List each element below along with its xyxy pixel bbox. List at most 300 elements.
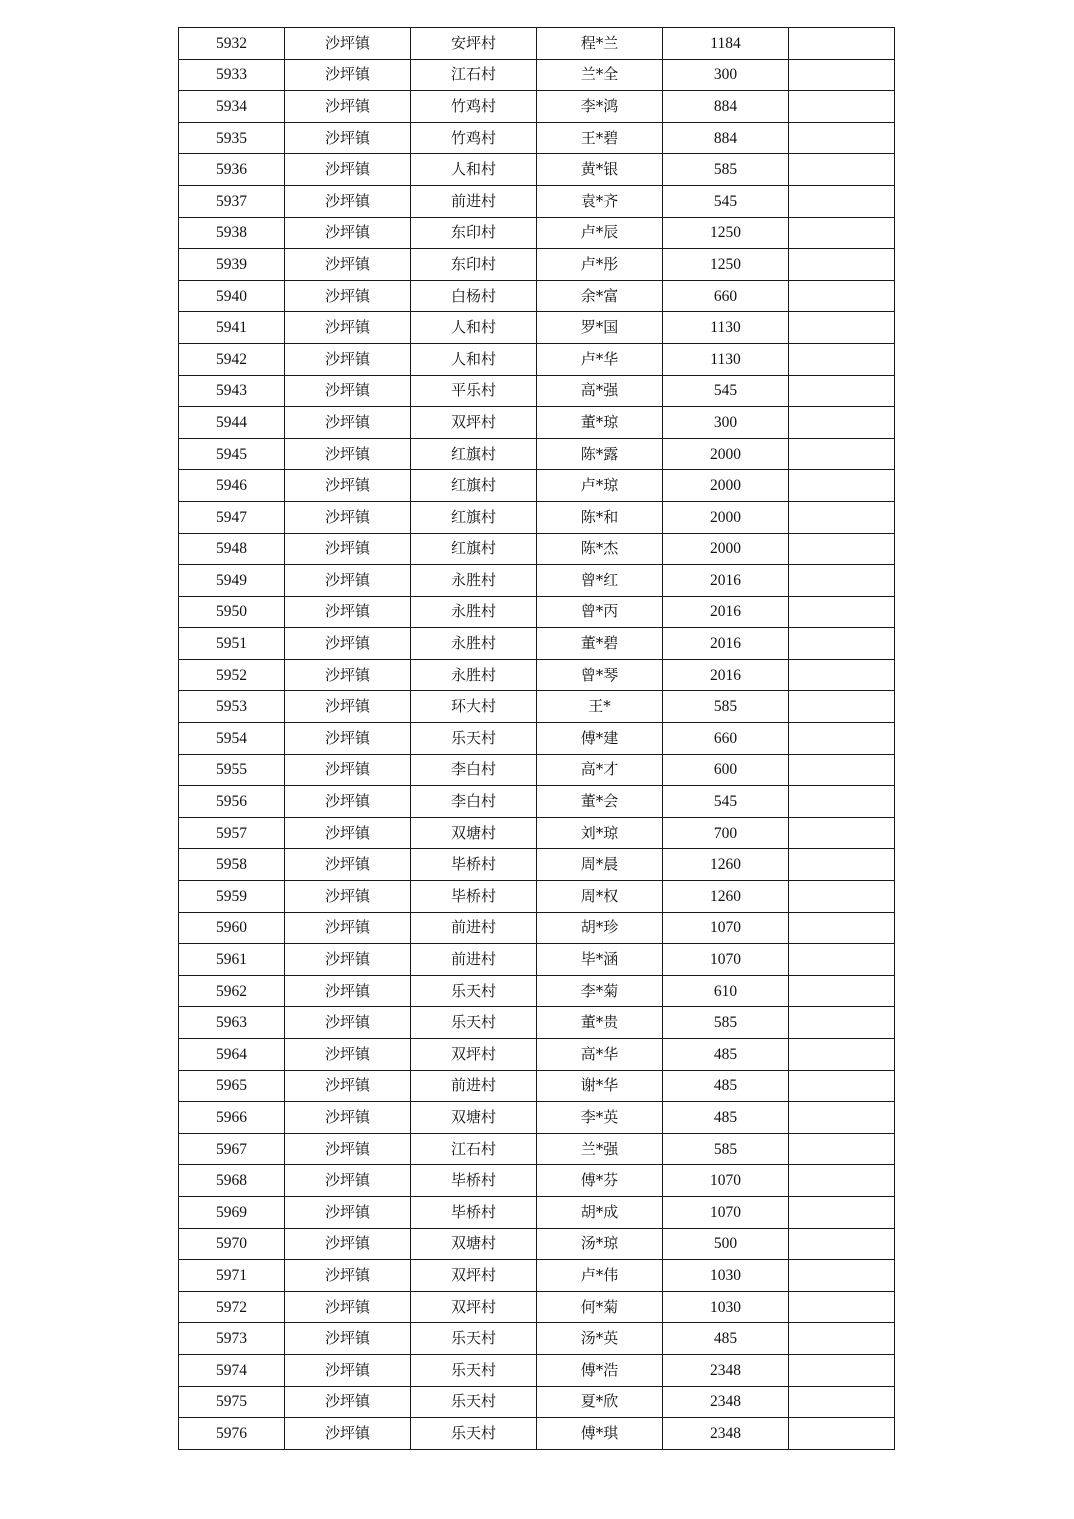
person-name-cell: 刘*琼 bbox=[537, 817, 663, 849]
person-name-cell: 卢*华 bbox=[537, 343, 663, 375]
amount-cell: 2348 bbox=[663, 1354, 789, 1386]
table-row bbox=[179, 596, 895, 628]
village-cell: 乐天村 bbox=[411, 1418, 537, 1450]
row-number-cell: 5969 bbox=[179, 1196, 285, 1228]
amount-cell: 2000 bbox=[663, 438, 789, 470]
village-cell: 人和村 bbox=[411, 343, 537, 375]
village-cell: 乐天村 bbox=[411, 1323, 537, 1355]
village-cell: 竹鸡村 bbox=[411, 91, 537, 123]
town-cell: 沙坪镇 bbox=[285, 249, 411, 281]
row-number-cell: 5962 bbox=[179, 975, 285, 1007]
amount-cell: 2348 bbox=[663, 1418, 789, 1450]
amount-cell: 485 bbox=[663, 1070, 789, 1102]
amount-cell: 585 bbox=[663, 1007, 789, 1039]
person-name-cell: 袁*齐 bbox=[537, 185, 663, 217]
town-cell: 沙坪镇 bbox=[285, 786, 411, 818]
table-row bbox=[179, 438, 895, 470]
town-cell: 沙坪镇 bbox=[285, 343, 411, 375]
note-cell bbox=[789, 501, 895, 533]
row-number-cell: 5972 bbox=[179, 1291, 285, 1323]
amount-cell: 2016 bbox=[663, 565, 789, 597]
amount-cell: 660 bbox=[663, 723, 789, 755]
row-number-cell: 5953 bbox=[179, 691, 285, 723]
person-name-cell: 董*琼 bbox=[537, 407, 663, 439]
row-number-cell: 5936 bbox=[179, 154, 285, 186]
village-cell: 乐天村 bbox=[411, 723, 537, 755]
row-number-cell: 5947 bbox=[179, 501, 285, 533]
person-name-cell: 陈*杰 bbox=[537, 533, 663, 565]
person-name-cell: 汤*英 bbox=[537, 1323, 663, 1355]
town-cell: 沙坪镇 bbox=[285, 659, 411, 691]
amount-cell: 1070 bbox=[663, 912, 789, 944]
village-cell: 前进村 bbox=[411, 1070, 537, 1102]
roster-table-body bbox=[179, 28, 895, 1450]
amount-cell: 2016 bbox=[663, 596, 789, 628]
town-cell: 沙坪镇 bbox=[285, 470, 411, 502]
row-number-cell: 5938 bbox=[179, 217, 285, 249]
table-row bbox=[179, 501, 895, 533]
person-name-cell: 傅*浩 bbox=[537, 1354, 663, 1386]
note-cell bbox=[789, 723, 895, 755]
table-row bbox=[179, 1418, 895, 1450]
amount-cell: 485 bbox=[663, 1102, 789, 1134]
village-cell: 白杨村 bbox=[411, 280, 537, 312]
row-number-cell: 5932 bbox=[179, 28, 285, 60]
person-name-cell: 胡*成 bbox=[537, 1196, 663, 1228]
amount-cell: 2000 bbox=[663, 501, 789, 533]
person-name-cell: 兰*强 bbox=[537, 1133, 663, 1165]
person-name-cell: 王* bbox=[537, 691, 663, 723]
note-cell bbox=[789, 565, 895, 597]
person-name-cell: 何*菊 bbox=[537, 1291, 663, 1323]
row-number-cell: 5933 bbox=[179, 59, 285, 91]
person-name-cell: 罗*国 bbox=[537, 312, 663, 344]
table-row bbox=[179, 912, 895, 944]
town-cell: 沙坪镇 bbox=[285, 912, 411, 944]
person-name-cell: 李*鸿 bbox=[537, 91, 663, 123]
village-cell: 乐天村 bbox=[411, 975, 537, 1007]
town-cell: 沙坪镇 bbox=[285, 1291, 411, 1323]
row-number-cell: 5966 bbox=[179, 1102, 285, 1134]
amount-cell: 2000 bbox=[663, 533, 789, 565]
table-row bbox=[179, 185, 895, 217]
town-cell: 沙坪镇 bbox=[285, 1196, 411, 1228]
amount-cell: 600 bbox=[663, 754, 789, 786]
amount-cell: 2000 bbox=[663, 470, 789, 502]
person-name-cell: 陈*露 bbox=[537, 438, 663, 470]
note-cell bbox=[789, 1228, 895, 1260]
village-cell: 人和村 bbox=[411, 154, 537, 186]
person-name-cell: 曾*琴 bbox=[537, 659, 663, 691]
row-number-cell: 5935 bbox=[179, 122, 285, 154]
person-name-cell: 陈*和 bbox=[537, 501, 663, 533]
person-name-cell: 卢*彤 bbox=[537, 249, 663, 281]
amount-cell: 500 bbox=[663, 1228, 789, 1260]
village-cell: 毕桥村 bbox=[411, 849, 537, 881]
town-cell: 沙坪镇 bbox=[285, 817, 411, 849]
village-cell: 双坪村 bbox=[411, 1260, 537, 1292]
note-cell bbox=[789, 249, 895, 281]
amount-cell: 2348 bbox=[663, 1386, 789, 1418]
table-row bbox=[179, 975, 895, 1007]
person-name-cell: 兰*全 bbox=[537, 59, 663, 91]
village-cell: 乐天村 bbox=[411, 1007, 537, 1039]
amount-cell: 610 bbox=[663, 975, 789, 1007]
row-number-cell: 5968 bbox=[179, 1165, 285, 1197]
row-number-cell: 5975 bbox=[179, 1386, 285, 1418]
village-cell: 前进村 bbox=[411, 185, 537, 217]
note-cell bbox=[789, 122, 895, 154]
town-cell: 沙坪镇 bbox=[285, 407, 411, 439]
person-name-cell: 余*富 bbox=[537, 280, 663, 312]
amount-cell: 585 bbox=[663, 691, 789, 723]
note-cell bbox=[789, 91, 895, 123]
person-name-cell: 李*菊 bbox=[537, 975, 663, 1007]
amount-cell: 485 bbox=[663, 1039, 789, 1071]
row-number-cell: 5956 bbox=[179, 786, 285, 818]
town-cell: 沙坪镇 bbox=[285, 628, 411, 660]
table-row bbox=[179, 1386, 895, 1418]
village-cell: 乐天村 bbox=[411, 1354, 537, 1386]
row-number-cell: 5960 bbox=[179, 912, 285, 944]
person-name-cell: 董*会 bbox=[537, 786, 663, 818]
row-number-cell: 5950 bbox=[179, 596, 285, 628]
village-cell: 环大村 bbox=[411, 691, 537, 723]
village-cell: 东印村 bbox=[411, 217, 537, 249]
row-number-cell: 5961 bbox=[179, 944, 285, 976]
row-number-cell: 5976 bbox=[179, 1418, 285, 1450]
table-row bbox=[179, 343, 895, 375]
table-row bbox=[179, 723, 895, 755]
table-row bbox=[179, 817, 895, 849]
village-cell: 红旗村 bbox=[411, 470, 537, 502]
note-cell bbox=[789, 691, 895, 723]
table-row bbox=[179, 154, 895, 186]
town-cell: 沙坪镇 bbox=[285, 1070, 411, 1102]
note-cell bbox=[789, 217, 895, 249]
village-cell: 双坪村 bbox=[411, 407, 537, 439]
table-row bbox=[179, 754, 895, 786]
note-cell bbox=[789, 1196, 895, 1228]
person-name-cell: 董*贵 bbox=[537, 1007, 663, 1039]
note-cell bbox=[789, 596, 895, 628]
row-number-cell: 5974 bbox=[179, 1354, 285, 1386]
note-cell bbox=[789, 975, 895, 1007]
row-number-cell: 5934 bbox=[179, 91, 285, 123]
village-cell: 江石村 bbox=[411, 59, 537, 91]
town-cell: 沙坪镇 bbox=[285, 501, 411, 533]
table-row bbox=[179, 1133, 895, 1165]
note-cell bbox=[789, 280, 895, 312]
person-name-cell: 傅*琪 bbox=[537, 1418, 663, 1450]
village-cell: 人和村 bbox=[411, 312, 537, 344]
town-cell: 沙坪镇 bbox=[285, 312, 411, 344]
town-cell: 沙坪镇 bbox=[285, 1228, 411, 1260]
note-cell bbox=[789, 881, 895, 913]
table-row bbox=[179, 1165, 895, 1197]
village-cell: 红旗村 bbox=[411, 501, 537, 533]
table-row bbox=[179, 533, 895, 565]
roster-table bbox=[178, 27, 895, 1450]
town-cell: 沙坪镇 bbox=[285, 596, 411, 628]
town-cell: 沙坪镇 bbox=[285, 28, 411, 60]
note-cell bbox=[789, 312, 895, 344]
town-cell: 沙坪镇 bbox=[285, 280, 411, 312]
note-cell bbox=[789, 1039, 895, 1071]
amount-cell: 1030 bbox=[663, 1260, 789, 1292]
row-number-cell: 5958 bbox=[179, 849, 285, 881]
note-cell bbox=[789, 786, 895, 818]
amount-cell: 1130 bbox=[663, 343, 789, 375]
row-number-cell: 5943 bbox=[179, 375, 285, 407]
table-row bbox=[179, 1039, 895, 1071]
row-number-cell: 5941 bbox=[179, 312, 285, 344]
village-cell: 安坪村 bbox=[411, 28, 537, 60]
note-cell bbox=[789, 438, 895, 470]
amount-cell: 2016 bbox=[663, 628, 789, 660]
table-row bbox=[179, 628, 895, 660]
note-cell bbox=[789, 912, 895, 944]
town-cell: 沙坪镇 bbox=[285, 565, 411, 597]
town-cell: 沙坪镇 bbox=[285, 691, 411, 723]
town-cell: 沙坪镇 bbox=[285, 59, 411, 91]
village-cell: 双塘村 bbox=[411, 1102, 537, 1134]
table-row bbox=[179, 565, 895, 597]
town-cell: 沙坪镇 bbox=[285, 944, 411, 976]
row-number-cell: 5970 bbox=[179, 1228, 285, 1260]
town-cell: 沙坪镇 bbox=[285, 1039, 411, 1071]
village-cell: 双坪村 bbox=[411, 1291, 537, 1323]
amount-cell: 884 bbox=[663, 91, 789, 123]
note-cell bbox=[789, 407, 895, 439]
note-cell bbox=[789, 849, 895, 881]
person-name-cell: 曾*红 bbox=[537, 565, 663, 597]
amount-cell: 585 bbox=[663, 154, 789, 186]
town-cell: 沙坪镇 bbox=[285, 438, 411, 470]
table-row bbox=[179, 28, 895, 60]
note-cell bbox=[789, 1102, 895, 1134]
amount-cell: 1250 bbox=[663, 249, 789, 281]
amount-cell: 1130 bbox=[663, 312, 789, 344]
person-name-cell: 董*碧 bbox=[537, 628, 663, 660]
person-name-cell: 高*强 bbox=[537, 375, 663, 407]
row-number-cell: 5952 bbox=[179, 659, 285, 691]
note-cell bbox=[789, 1291, 895, 1323]
table-row bbox=[179, 407, 895, 439]
village-cell: 毕桥村 bbox=[411, 1196, 537, 1228]
person-name-cell: 黄*银 bbox=[537, 154, 663, 186]
note-cell bbox=[789, 1323, 895, 1355]
person-name-cell: 汤*琼 bbox=[537, 1228, 663, 1260]
village-cell: 双坪村 bbox=[411, 1039, 537, 1071]
note-cell bbox=[789, 1260, 895, 1292]
person-name-cell: 夏*欣 bbox=[537, 1386, 663, 1418]
row-number-cell: 5949 bbox=[179, 565, 285, 597]
village-cell: 李白村 bbox=[411, 754, 537, 786]
person-name-cell: 高*华 bbox=[537, 1039, 663, 1071]
village-cell: 红旗村 bbox=[411, 533, 537, 565]
person-name-cell: 曾*丙 bbox=[537, 596, 663, 628]
row-number-cell: 5937 bbox=[179, 185, 285, 217]
village-cell: 乐天村 bbox=[411, 1386, 537, 1418]
note-cell bbox=[789, 1133, 895, 1165]
village-cell: 双塘村 bbox=[411, 817, 537, 849]
village-cell: 前进村 bbox=[411, 944, 537, 976]
amount-cell: 545 bbox=[663, 185, 789, 217]
person-name-cell: 王*碧 bbox=[537, 122, 663, 154]
town-cell: 沙坪镇 bbox=[285, 185, 411, 217]
town-cell: 沙坪镇 bbox=[285, 154, 411, 186]
village-cell: 江石村 bbox=[411, 1133, 537, 1165]
town-cell: 沙坪镇 bbox=[285, 723, 411, 755]
row-number-cell: 5965 bbox=[179, 1070, 285, 1102]
note-cell bbox=[789, 628, 895, 660]
table-row bbox=[179, 659, 895, 691]
person-name-cell: 卢*辰 bbox=[537, 217, 663, 249]
table-row bbox=[179, 691, 895, 723]
person-name-cell: 毕*涵 bbox=[537, 944, 663, 976]
row-number-cell: 5957 bbox=[179, 817, 285, 849]
row-number-cell: 5973 bbox=[179, 1323, 285, 1355]
note-cell bbox=[789, 185, 895, 217]
document-page bbox=[178, 27, 894, 1450]
table-row bbox=[179, 881, 895, 913]
note-cell bbox=[789, 533, 895, 565]
table-row bbox=[179, 1228, 895, 1260]
village-cell: 李白村 bbox=[411, 786, 537, 818]
row-number-cell: 5946 bbox=[179, 470, 285, 502]
amount-cell: 545 bbox=[663, 786, 789, 818]
table-row bbox=[179, 1291, 895, 1323]
village-cell: 毕桥村 bbox=[411, 1165, 537, 1197]
town-cell: 沙坪镇 bbox=[285, 122, 411, 154]
amount-cell: 1260 bbox=[663, 849, 789, 881]
person-name-cell: 胡*珍 bbox=[537, 912, 663, 944]
town-cell: 沙坪镇 bbox=[285, 375, 411, 407]
amount-cell: 300 bbox=[663, 407, 789, 439]
person-name-cell: 周*权 bbox=[537, 881, 663, 913]
town-cell: 沙坪镇 bbox=[285, 1323, 411, 1355]
village-cell: 双塘村 bbox=[411, 1228, 537, 1260]
table-row bbox=[179, 1323, 895, 1355]
person-name-cell: 谢*华 bbox=[537, 1070, 663, 1102]
note-cell bbox=[789, 1165, 895, 1197]
table-row bbox=[179, 1196, 895, 1228]
person-name-cell: 周*晨 bbox=[537, 849, 663, 881]
table-row bbox=[179, 786, 895, 818]
note-cell bbox=[789, 1007, 895, 1039]
village-cell: 永胜村 bbox=[411, 596, 537, 628]
note-cell bbox=[789, 1070, 895, 1102]
person-name-cell: 李*英 bbox=[537, 1102, 663, 1134]
note-cell bbox=[789, 944, 895, 976]
amount-cell: 1070 bbox=[663, 1196, 789, 1228]
row-number-cell: 5948 bbox=[179, 533, 285, 565]
note-cell bbox=[789, 817, 895, 849]
row-number-cell: 5939 bbox=[179, 249, 285, 281]
town-cell: 沙坪镇 bbox=[285, 1260, 411, 1292]
row-number-cell: 5951 bbox=[179, 628, 285, 660]
row-number-cell: 5945 bbox=[179, 438, 285, 470]
row-number-cell: 5940 bbox=[179, 280, 285, 312]
row-number-cell: 5971 bbox=[179, 1260, 285, 1292]
town-cell: 沙坪镇 bbox=[285, 1386, 411, 1418]
row-number-cell: 5963 bbox=[179, 1007, 285, 1039]
table-row bbox=[179, 1102, 895, 1134]
amount-cell: 660 bbox=[663, 280, 789, 312]
amount-cell: 545 bbox=[663, 375, 789, 407]
table-row bbox=[179, 217, 895, 249]
table-row bbox=[179, 849, 895, 881]
amount-cell: 1250 bbox=[663, 217, 789, 249]
row-number-cell: 5955 bbox=[179, 754, 285, 786]
table-row bbox=[179, 280, 895, 312]
person-name-cell: 卢*伟 bbox=[537, 1260, 663, 1292]
village-cell: 毕桥村 bbox=[411, 881, 537, 913]
table-row bbox=[179, 375, 895, 407]
town-cell: 沙坪镇 bbox=[285, 849, 411, 881]
village-cell: 平乐村 bbox=[411, 375, 537, 407]
village-cell: 竹鸡村 bbox=[411, 122, 537, 154]
note-cell bbox=[789, 754, 895, 786]
table-row bbox=[179, 312, 895, 344]
amount-cell: 700 bbox=[663, 817, 789, 849]
table-row bbox=[179, 470, 895, 502]
note-cell bbox=[789, 28, 895, 60]
town-cell: 沙坪镇 bbox=[285, 975, 411, 1007]
note-cell bbox=[789, 470, 895, 502]
person-name-cell: 卢*琼 bbox=[537, 470, 663, 502]
town-cell: 沙坪镇 bbox=[285, 754, 411, 786]
town-cell: 沙坪镇 bbox=[285, 217, 411, 249]
amount-cell: 884 bbox=[663, 122, 789, 154]
town-cell: 沙坪镇 bbox=[285, 1418, 411, 1450]
person-name-cell: 傅*建 bbox=[537, 723, 663, 755]
town-cell: 沙坪镇 bbox=[285, 1007, 411, 1039]
table-row bbox=[179, 59, 895, 91]
village-cell: 永胜村 bbox=[411, 565, 537, 597]
amount-cell: 1184 bbox=[663, 28, 789, 60]
note-cell bbox=[789, 1418, 895, 1450]
village-cell: 永胜村 bbox=[411, 659, 537, 691]
table-row bbox=[179, 1007, 895, 1039]
village-cell: 永胜村 bbox=[411, 628, 537, 660]
table-row bbox=[179, 249, 895, 281]
town-cell: 沙坪镇 bbox=[285, 1354, 411, 1386]
town-cell: 沙坪镇 bbox=[285, 1102, 411, 1134]
person-name-cell: 高*才 bbox=[537, 754, 663, 786]
row-number-cell: 5954 bbox=[179, 723, 285, 755]
table-row bbox=[179, 1260, 895, 1292]
table-row bbox=[179, 122, 895, 154]
town-cell: 沙坪镇 bbox=[285, 1133, 411, 1165]
amount-cell: 2016 bbox=[663, 659, 789, 691]
person-name-cell: 程*兰 bbox=[537, 28, 663, 60]
town-cell: 沙坪镇 bbox=[285, 533, 411, 565]
table-row bbox=[179, 944, 895, 976]
town-cell: 沙坪镇 bbox=[285, 1165, 411, 1197]
row-number-cell: 5959 bbox=[179, 881, 285, 913]
row-number-cell: 5944 bbox=[179, 407, 285, 439]
amount-cell: 1070 bbox=[663, 944, 789, 976]
note-cell bbox=[789, 154, 895, 186]
amount-cell: 1260 bbox=[663, 881, 789, 913]
village-cell: 东印村 bbox=[411, 249, 537, 281]
amount-cell: 1030 bbox=[663, 1291, 789, 1323]
town-cell: 沙坪镇 bbox=[285, 91, 411, 123]
row-number-cell: 5942 bbox=[179, 343, 285, 375]
row-number-cell: 5964 bbox=[179, 1039, 285, 1071]
